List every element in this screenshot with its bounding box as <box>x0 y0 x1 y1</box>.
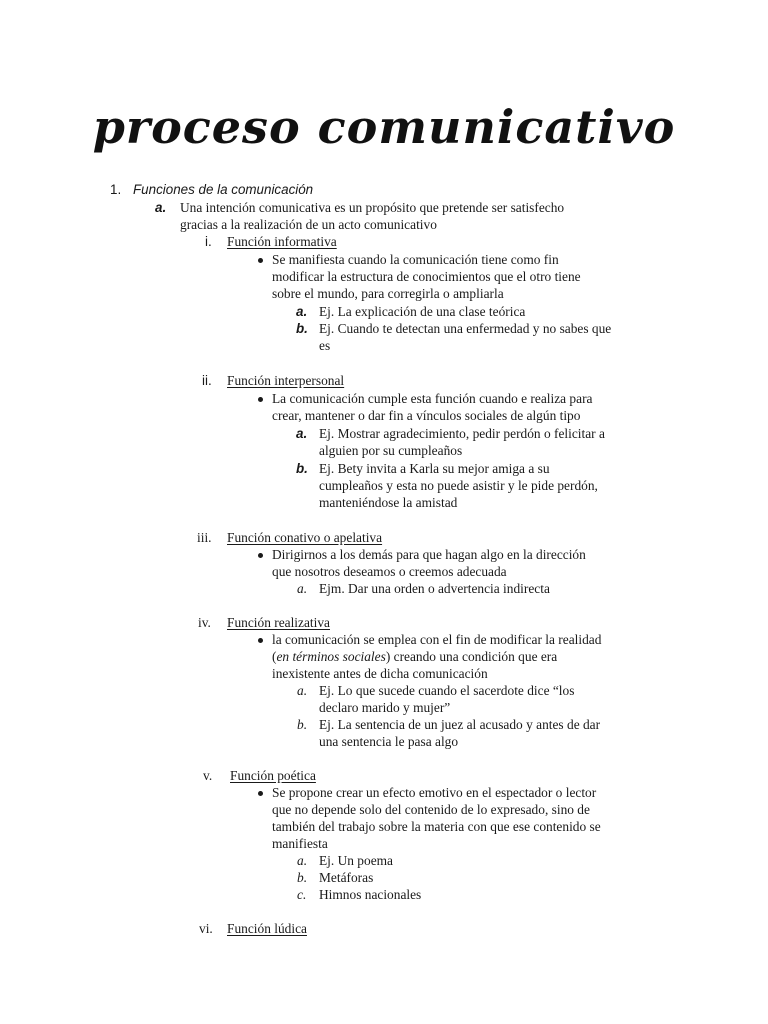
example-marker: a. <box>296 426 308 441</box>
function-title: Función realizativa <box>227 615 330 630</box>
paren-open: ( <box>272 649 277 664</box>
bullet-text-line: la comunicación se emplea con el fin de modificar la realidad <box>272 632 602 647</box>
example-text-line: alguien por su cumpleaños <box>319 443 463 458</box>
section-number: 1. <box>110 182 122 197</box>
example-text-line: cumpleaños y esta no puede asistir y le pide perdón, <box>319 478 598 493</box>
bullet-text-line: La comunicación cumple esta función cuando e realiza para <box>272 391 593 406</box>
bullet-text-line: Se propone crear un efecto emotivo en el espectador o lector <box>272 785 597 800</box>
example-marker: b. <box>297 717 308 732</box>
bullet-icon <box>258 258 263 263</box>
bullet-text-line: sobre el mundo, para corregirla o ampliarla <box>272 286 504 301</box>
example-text-line: Ej. Un poema <box>319 853 394 868</box>
bullet-text-line: que nosotros deseamos o creemos adecuada <box>272 564 507 579</box>
example-text-line: Ej. Bety invita a Karla su mejor amiga a su <box>319 461 550 476</box>
example-marker: a. <box>296 304 308 319</box>
subsection-text-line: Una intención comunicativa es un propósito que pretende ser satisfecho <box>180 200 565 215</box>
example-text-line: Ej. La sentencia de un juez al acusado y antes de dar <box>319 717 601 732</box>
bullet-icon <box>258 791 263 796</box>
bullet-text-line: inexistente antes de dicha comunicación <box>272 666 488 681</box>
example-text-line: Ej. Mostrar agradecimiento, pedir perdón o felicitar a <box>319 426 605 441</box>
example-marker: b. <box>296 461 308 476</box>
bullet-text-line: que no depende solo del contenido de lo expresado, sino de <box>272 802 590 817</box>
subsection-marker: a. <box>155 200 167 215</box>
section-heading: Funciones de la comunicación <box>133 182 314 197</box>
italic-phrase: en términos sociales <box>276 649 386 664</box>
bullet-text-line: también del trabajo sobre la materia con que ese contenido se <box>272 819 601 834</box>
function-marker: iv. <box>198 615 211 630</box>
example-text-line: manteniéndose la amistad <box>319 495 458 510</box>
example-marker: a. <box>297 683 308 698</box>
example-text-line: Ej. La explicación de una clase teórica <box>319 304 526 319</box>
bullet-text-line: manifiesta <box>272 836 328 851</box>
example-text-line: Metáforas <box>319 870 374 885</box>
example-marker: c. <box>297 887 307 902</box>
page-title: proceso comunicativo <box>92 100 676 154</box>
function-title: Función conativo o apelativa <box>227 530 383 545</box>
function-title: Función informativa <box>227 234 337 249</box>
function-title: Función poética <box>230 768 316 783</box>
function-title: Función lúdica <box>227 921 307 936</box>
subsection-text-line: gracias a la realización de un acto comunicativo <box>180 217 437 232</box>
function-marker: vi. <box>199 921 213 936</box>
bullet-text-line <box>272 648 557 665</box>
example-marker: b. <box>296 321 308 336</box>
example-marker: a. <box>297 853 308 868</box>
example-marker: a. <box>297 581 308 596</box>
bullet-text-line: modificar la estructura de conocimientos que el otro tiene <box>272 269 581 284</box>
function-marker: v. <box>203 768 213 783</box>
function-title: Función interpersonal <box>227 373 345 388</box>
bullet-text-line: Dirigirnos a los demás para que hagan algo en la dirección <box>272 547 586 562</box>
function-marker: i. <box>205 234 212 249</box>
bullet-icon <box>258 638 263 643</box>
example-marker: b. <box>297 870 308 885</box>
bullet-text-rest: ) creando una condición que era <box>385 649 558 664</box>
example-text-line: declaro marido y mujer” <box>319 700 451 715</box>
example-text-line: una sentencia le pasa algo <box>319 734 459 749</box>
example-text-line: es <box>319 338 331 353</box>
example-text-line: Ejm. Dar una orden o advertencia indirecta <box>319 581 550 596</box>
example-text-line: Ej. Cuando te detectan una enfermedad y no sabes que <box>319 321 612 336</box>
function-marker: ii. <box>202 373 212 388</box>
function-marker: iii. <box>197 530 212 545</box>
bullet-text-line: crear, mantener o dar fin a vínculos sociales de algún tipo <box>272 408 581 423</box>
example-text-line: Himnos nacionales <box>319 887 422 902</box>
bullet-icon <box>258 397 263 402</box>
example-text-line: Ej. Lo que sucede cuando el sacerdote dice “los <box>319 683 575 698</box>
bullet-icon <box>258 553 263 558</box>
bullet-text-line: Se manifiesta cuando la comunicación tiene como fin <box>272 252 559 267</box>
